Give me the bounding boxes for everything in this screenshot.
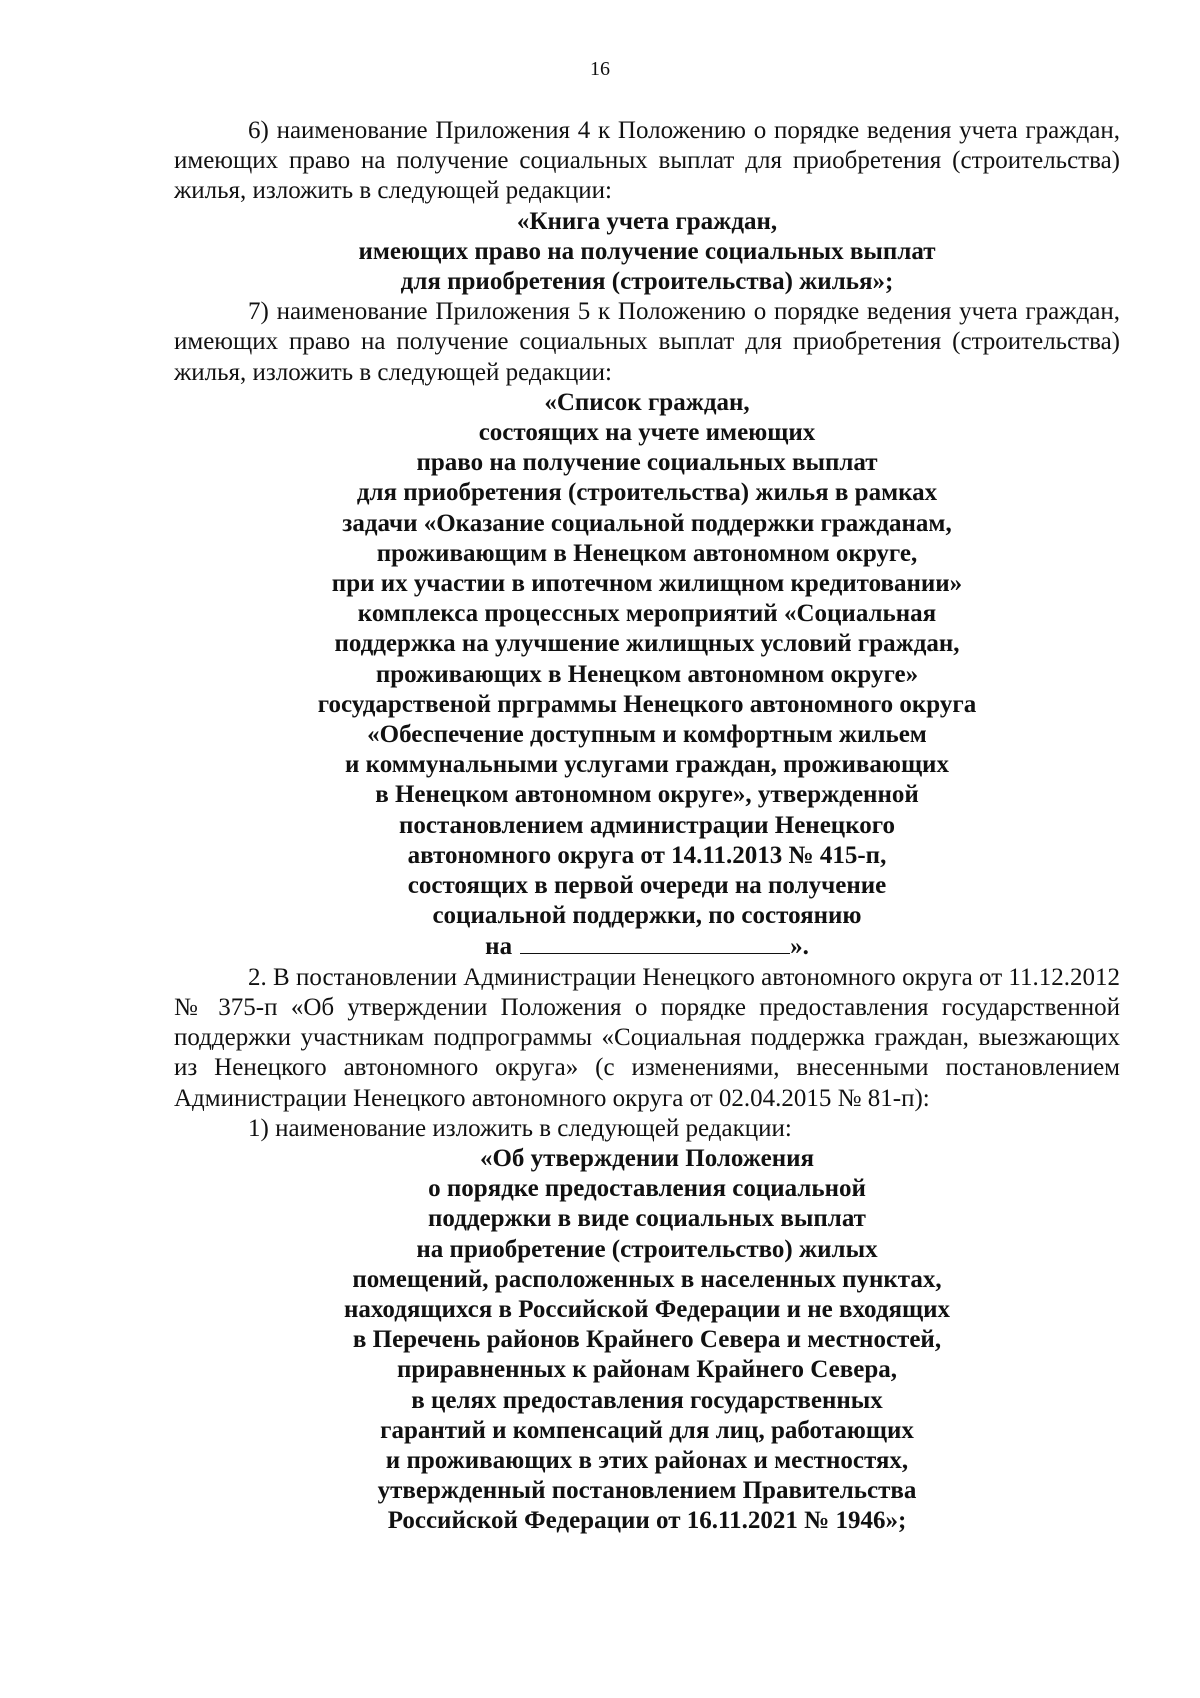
title-line: социальной поддержки, по состоянию [432, 902, 862, 930]
title-line: в Перечень районов Крайнего Севера и местностей, [352, 1326, 942, 1354]
item-7-paragraph: 7) наименование Приложения 5 к Положению о порядке ведения учета граждан, имеющих право на получение социальных выплат для приобретения (строительства) жилья, изложить в следующей редакции: [174, 298, 1120, 386]
title-line: постановлением администрации Ненецкого [398, 811, 896, 839]
title-line: состоящих в первой очереди на получение [407, 872, 887, 900]
title-line: «Список граждан, [544, 388, 750, 416]
title-line: помещений, расположенных в населенных пунктах, [352, 1265, 942, 1293]
title-suffix: ». [790, 933, 809, 961]
title-line: для приобретения (строительства) жилья в рамках [356, 479, 938, 507]
page-number: 16 [590, 58, 610, 80]
title-line: комплекса процессных мероприятий «Социальная [357, 600, 937, 628]
title-line: Российской Федерации от 16.11.2021 № 1946»; [387, 1507, 907, 1535]
title-line: о порядке предоставления социальной [428, 1175, 866, 1203]
title-line: и коммунальными услугами граждан, проживающих [345, 751, 949, 779]
title-line: «Книга учета граждан, [516, 207, 778, 235]
title-prefix: на [485, 933, 513, 961]
item-6-title [174, 207, 1120, 298]
title-line: задачи «Оказание социальной поддержки гражданам, [342, 509, 952, 537]
title-line: проживающих в Ненецком автономном округе» [375, 660, 919, 688]
title-line: в целях предоставления государственных [411, 1386, 883, 1414]
title-line: автономного округа от 14.11.2013 № 415-п, [407, 841, 887, 869]
title-line: и проживающих в этих районах и местностях, [385, 1446, 909, 1474]
title-line: государственой прграммы Ненецкого автономного округа [317, 690, 977, 718]
date-blank-line [520, 931, 790, 954]
title-line: находящихся в Российской Федерации и не входящих [343, 1295, 951, 1323]
title-line: проживающим в Ненецком автономном округе, [376, 539, 918, 567]
title-line: приравненных к районам Крайнего Севера, [397, 1356, 897, 1384]
title-line: имеющих право на получение социальных выплат [358, 237, 936, 265]
title-line: для приобретения (строительства) жилья»; [400, 268, 894, 296]
title-line: утвержденный постановлением Правительства [377, 1477, 917, 1505]
title-line: в Ненецком автономном округе», утвержденной [375, 781, 919, 809]
title-last-line [174, 931, 1120, 962]
document-body [174, 116, 1120, 1537]
title-line: на приобретение (строительство) жилых [416, 1235, 878, 1263]
title-line: поддержки в виде социальных выплат [428, 1205, 866, 1233]
title-line: при их участии в ипотечном жилищном кредитовании» [331, 570, 963, 598]
title-line: «Обеспечение доступным и комфортным жильем [367, 721, 927, 749]
section-2-item-1: 1) наименование изложить в следующей редакции: [248, 1114, 792, 1142]
section-2-title [174, 1144, 1120, 1537]
section-2-paragraph: 2. В постановлении Администрации Ненецкого автономного округа от 11.12.2012 № 375-п «Об утверждении Положения о порядке предоставления государственной поддержки участникам подпрограммы «Социальная поддержка граждан, выезжающих из Ненецкого автономного округа» (с изменениями, внесенными постановлением Администрации Ненецкого автономного округа от 02.04.2015 № 81-п): [174, 963, 1120, 1112]
title-line: состоящих на учете имеющих [478, 419, 816, 447]
title-line: гарантий и компенсаций для лиц, работающих [380, 1416, 914, 1444]
title-line: «Об утверждении Положения [479, 1144, 815, 1172]
title-line: право на получение социальных выплат [416, 449, 878, 477]
item-6-paragraph: 6) наименование Приложения 4 к Положению о порядке ведения учета граждан, имеющих право на получение социальных выплат для приобретения (строительства) жилья, изложить в следующей редакции: [174, 117, 1120, 205]
title-line: поддержка на улучшение жилищных условий граждан, [334, 630, 960, 658]
item-7-title [174, 388, 1120, 963]
